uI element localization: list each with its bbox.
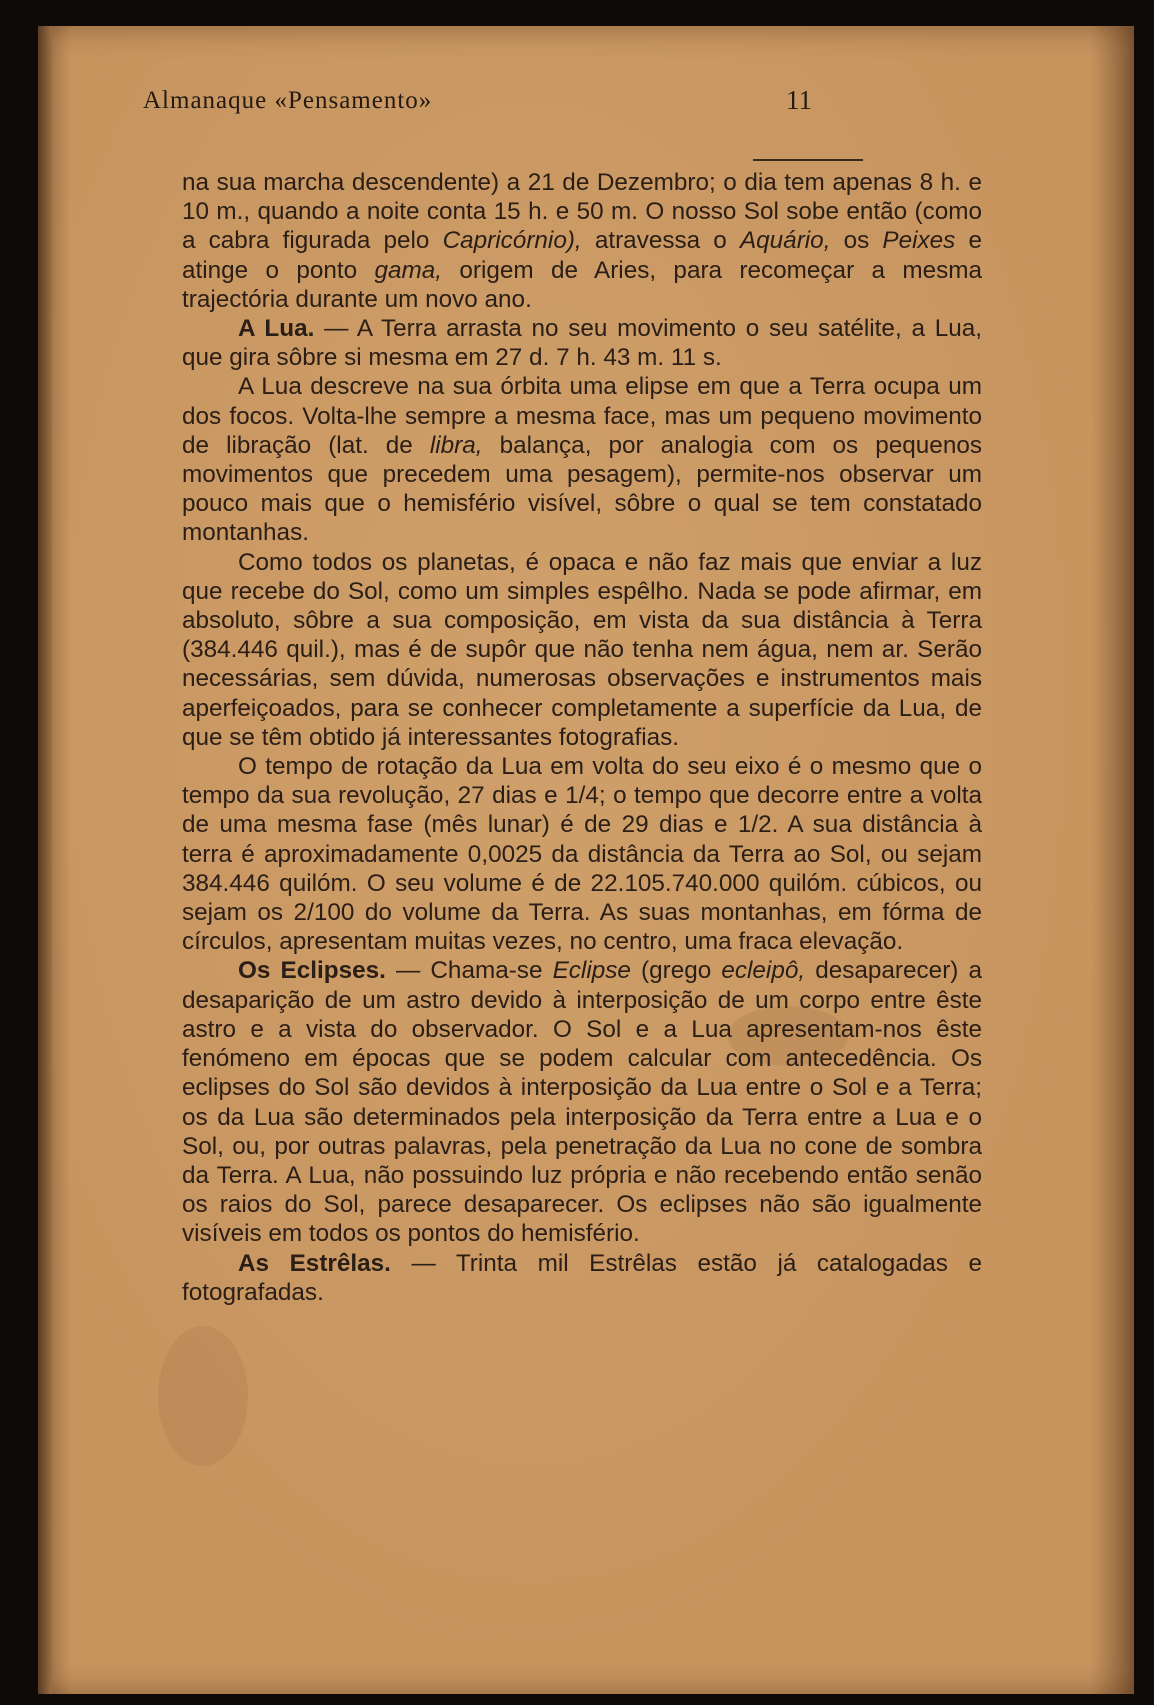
page-number: 11 xyxy=(786,85,812,115)
paragraph: na sua marcha descendente) a 21 de Dezembro; o dia tem apenas 8 h. e 10 m., quando a noite conta 15 h. e 50 m. O nosso Sol sobe então (como a cabra figurada pelo Capricórnio), atravessa o Aquário, os Peixes e atinge o ponto gama, origem de Aries, para recomeçar a mesma trajectória durante um novo ano. xyxy=(182,169,982,313)
paragraph: Como todos os planetas, é opaca e não faz mais que enviar a luz que recebe do Sol, como um simples espêlho. Nada se pode afirmar, em absoluto, sôbre a sua composição, em vista da sua distância à Terra (384.446 quil.), mas é de supôr que não tenha nem água, nem ar. Serão necessárias, sem dúvida, numerosas observações e instrumentos mais aperfeiçoados, para se conhecer completamente a superfície da Lua, de que se têm obtido já interessantes fotografias. xyxy=(182,548,982,751)
paragraph: O tempo de rotação da Lua em volta do seu eixo é o mesmo que o tempo da sua revolução, 27 dias e 1/4; o tempo que decorre entre a volta de uma mesma fase (mês lunar) é de 29 dias e 1/2. A sua distância à terra é aproximadamente 0,0025 da distância da Terra ao Sol, ou sejam 384.446 quilóm. O seu volume é de 22.105.740.000 quilóm. cúbicos, ou sejam os 2/100 do volume da Terra. As suas montanhas, em fórma de círculos, apresentam muitas vezes, no centro, uma fraca elevação. xyxy=(182,753,982,956)
page-header xyxy=(143,55,925,115)
section-heading: A Lua. xyxy=(238,315,315,343)
italic-term: Peixes xyxy=(882,227,956,255)
section-heading: As Estrêlas. xyxy=(238,1249,391,1277)
running-title: Almanaque «Pensamento» xyxy=(143,87,433,114)
italic-term: libra, xyxy=(429,431,483,459)
italic-term: Aquário, xyxy=(739,227,831,255)
section-heading: Os Eclipses. xyxy=(238,957,386,985)
italic-term: Eclipse xyxy=(552,957,631,985)
paragraph: A Lua descreve na sua órbita uma elipse em que a Terra ocupa um dos focos. Volta-lhe sempre a mesma face, mas um pequeno movimento de libração (lat. de libra, balança, por analogia com os pequenos movimentos que precedem uma pesagem), permite-nos observar um pouco mais que o hemisfério visível, sôbre o qual se tem constatado montanhas. xyxy=(182,373,982,547)
paper-stain xyxy=(158,1326,248,1466)
body-text xyxy=(182,168,982,1307)
italic-term: ecleipô, xyxy=(721,957,806,985)
italic-term: gama, xyxy=(374,256,443,284)
book-spine xyxy=(38,26,52,1694)
paragraph: As Estrêlas. — Trinta mil Estrêlas estão já catalogadas e fotografadas. xyxy=(182,1249,982,1306)
italic-term: Capricórnio), xyxy=(442,227,582,255)
paragraph: A Lua. — A Terra arrasta no seu movimento o seu satélite, a Lua, que gira sôbre si mesma em 27 d. 7 h. 43 m. 11 s. xyxy=(182,315,982,372)
paragraph: Os Eclipses. — Chama-se Eclipse (grego ecleipô, desaparecer) a desaparição de um astro devido à interposição de um corpo entre êste astro e a vista do observador. O Sol e a Lua apresentam-nos êste fenómeno em épocas que se podem calcular com antecedência. Os eclipses do Sol são devidos à interposição da Lua entre o Sol e a Terra; os da Lua são determinados pela interposição da Terra entre a Lua e o Sol, ou, por outras palavras, pela penetração da Lua no cone de sombra da Terra. A Lua, não possuindo luz própria e não recebendo então senão os raios do Sol, parece desaparecer. Os eclipses não são igualmente visíveis em todos os pontos do hemisfério. xyxy=(182,957,982,1248)
header-rule xyxy=(753,159,863,161)
